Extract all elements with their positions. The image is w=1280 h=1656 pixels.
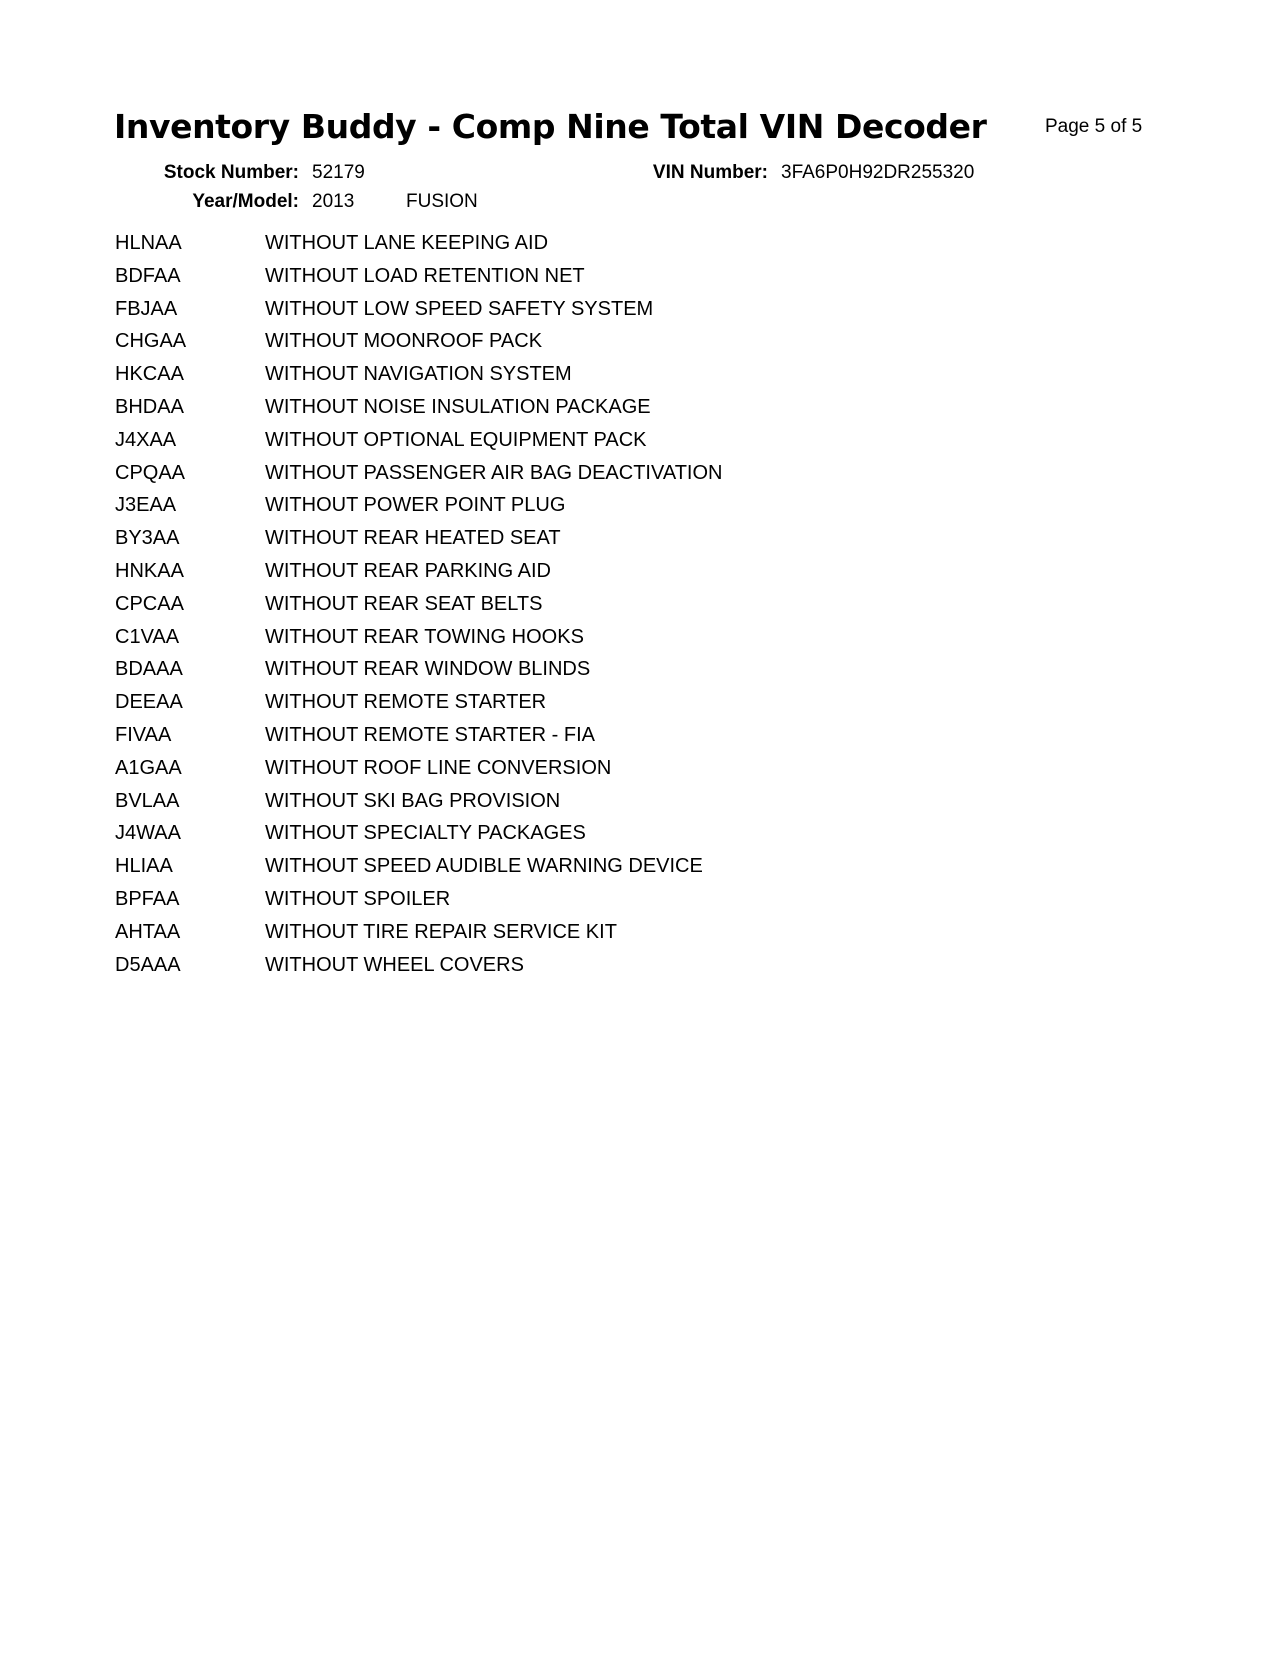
option-code-list — [115, 228, 1015, 982]
option-code: D5AAA — [115, 953, 181, 976]
option-description: WITHOUT REMOTE STARTER — [265, 691, 547, 714]
option-row — [115, 425, 1015, 458]
stock-number-value: 52179 — [312, 162, 365, 183]
option-description: WITHOUT REAR TOWING HOOKS — [265, 625, 584, 648]
option-row — [115, 786, 1015, 819]
option-description: WITHOUT WHEEL COVERS — [265, 953, 524, 976]
option-code: FIVAA — [115, 723, 172, 746]
option-row — [115, 228, 1015, 261]
option-description: WITHOUT PASSENGER AIR BAG DEACTIVATION — [265, 461, 723, 484]
stock-number-label: Stock Number: — [163, 162, 299, 183]
option-code: BPFAA — [115, 887, 180, 910]
option-code: BDFAA — [115, 264, 181, 287]
option-description: WITHOUT MOONROOF PACK — [265, 330, 543, 353]
option-code: J4XAA — [115, 428, 177, 451]
option-description: WITHOUT REAR SEAT BELTS — [265, 592, 543, 615]
option-row — [115, 490, 1015, 523]
option-description: WITHOUT REAR HEATED SEAT — [265, 527, 561, 550]
option-description: WITHOUT SPEED AUDIBLE WARNING DEVICE — [265, 855, 703, 878]
option-code: CPQAA — [115, 461, 186, 484]
option-code: BY3AA — [115, 527, 180, 550]
option-code: CPCAA — [115, 592, 184, 615]
model-value: FUSION — [406, 191, 478, 212]
option-row — [115, 359, 1015, 392]
option-description: WITHOUT TIRE REPAIR SERVICE KIT — [265, 920, 617, 943]
option-row — [115, 884, 1015, 917]
option-row — [115, 622, 1015, 655]
option-code: BHDAA — [115, 395, 184, 418]
option-row — [115, 458, 1015, 491]
year-model-label: Year/Model: — [192, 191, 299, 212]
option-code: BVLAA — [115, 789, 180, 812]
option-row — [115, 392, 1015, 425]
option-description: WITHOUT NAVIGATION SYSTEM — [265, 363, 572, 386]
option-description: WITHOUT SKI BAG PROVISION — [265, 789, 561, 812]
option-row — [115, 654, 1015, 687]
option-row — [115, 917, 1015, 950]
option-code: HKCAA — [115, 363, 184, 386]
option-description: WITHOUT POWER POINT PLUG — [265, 494, 566, 517]
option-description: WITHOUT SPECIALTY PACKAGES — [265, 822, 586, 845]
option-row — [115, 687, 1015, 720]
option-description: WITHOUT NOISE INSULATION PACKAGE — [265, 395, 651, 418]
page-indicator: Page 5 of 5 — [1045, 116, 1143, 137]
option-row — [115, 589, 1015, 622]
option-code: J4WAA — [115, 822, 181, 845]
option-code: A1GAA — [115, 756, 182, 779]
option-code: HLIAA — [115, 855, 173, 878]
option-code: HLNAA — [115, 232, 182, 254]
option-row — [115, 851, 1015, 884]
option-description: WITHOUT OPTIONAL EQUIPMENT PACK — [265, 428, 647, 451]
vin-number-label: VIN Number: — [652, 162, 768, 183]
option-code: DEEAA — [115, 691, 183, 714]
option-code: HNKAA — [115, 559, 184, 582]
option-description: WITHOUT REAR PARKING AID — [265, 559, 551, 582]
option-row — [115, 720, 1015, 753]
option-description: WITHOUT SPOILER — [265, 887, 451, 910]
option-row — [115, 753, 1015, 786]
option-row — [115, 556, 1015, 589]
option-description: WITHOUT REAR WINDOW BLINDS — [265, 658, 591, 681]
page-title: Inventory Buddy - Comp Nine Total VIN Decoder — [114, 107, 987, 146]
option-description: WITHOUT LANE KEEPING AID — [265, 232, 549, 254]
option-description: WITHOUT LOW SPEED SAFETY SYSTEM — [265, 297, 654, 320]
option-description: WITHOUT ROOF LINE CONVERSION — [265, 756, 612, 779]
option-description: WITHOUT LOAD RETENTION NET — [265, 264, 585, 287]
option-row — [115, 523, 1015, 556]
option-code: FBJAA — [115, 297, 178, 320]
option-code: AHTAA — [115, 920, 181, 943]
option-row — [115, 326, 1015, 359]
option-row — [115, 261, 1015, 294]
option-code: BDAAA — [115, 658, 183, 681]
option-description: WITHOUT REMOTE STARTER - FIA — [265, 723, 595, 746]
option-code: CHGAA — [115, 330, 187, 353]
option-code: J3EAA — [115, 494, 177, 517]
vin-number-value: 3FA6P0H92DR255320 — [781, 162, 975, 183]
option-row — [115, 950, 1015, 983]
option-row — [115, 294, 1015, 327]
option-row — [115, 818, 1015, 851]
year-value: 2013 — [312, 191, 355, 212]
option-code: C1VAA — [115, 625, 180, 648]
